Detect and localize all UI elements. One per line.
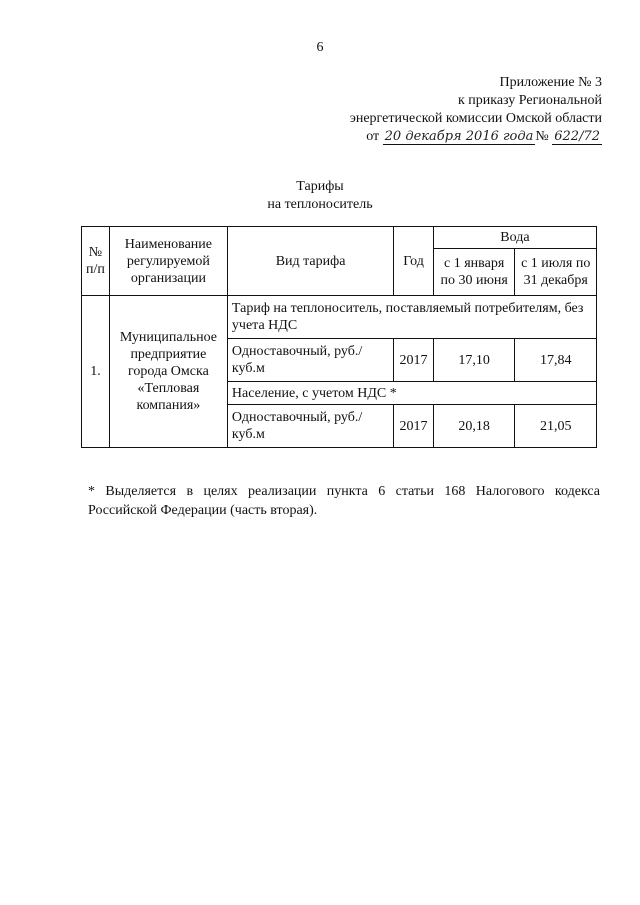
tariff-table: [81, 226, 597, 448]
tariff-second-half: 21,05: [515, 405, 597, 448]
appendix-line-2: к приказу Региональной: [457, 93, 602, 108]
order-number-handwritten: 622/72: [554, 129, 600, 144]
footnote: * Выделяется в целях реализации пункта 6 статьи 168 Налогового кодекса Российской Федерации (часть вторая).: [88, 484, 600, 518]
header-second-half: с 1 июля по 31 декабря: [515, 249, 597, 296]
tariff-type: Одноставочный, руб./куб.м: [227, 339, 393, 382]
tariff-second-half: 17,84: [515, 339, 597, 382]
title-line-1: Тарифы: [296, 179, 344, 194]
tariff-type: Одноставочный, руб./куб.м: [227, 405, 393, 448]
order-line: [350, 128, 602, 146]
tariff-year: 2017: [394, 339, 434, 382]
section-without-vat: Тариф на теплоноситель, поставляемый потребителям, без учета НДС: [227, 296, 596, 339]
tariff-first-half: 20,18: [433, 405, 515, 448]
title-line-2: на теплоноситель: [267, 197, 373, 212]
header-first-half: с 1 января по 30 июня: [433, 249, 515, 296]
table-row: [82, 296, 597, 339]
header-year: Год: [394, 227, 434, 296]
header-tariff-type: Вид тарифа: [227, 227, 393, 296]
document-title: [0, 178, 640, 214]
appendix-line-1: Приложение № 3: [499, 75, 602, 90]
section-population-with-vat: Население, с учетом НДС *: [227, 382, 596, 405]
tariff-year: 2017: [394, 405, 434, 448]
header-organization: Наименование регулируемой организации: [109, 227, 227, 296]
tariff-first-half: 17,10: [433, 339, 515, 382]
header-water: Вода: [433, 227, 596, 249]
appendix-header: [350, 74, 602, 146]
organization-name: Муниципальное предприятие города Омска «Тепловая компания»: [109, 296, 227, 448]
table-header-row: [82, 227, 597, 249]
header-number: № п/п: [82, 227, 110, 296]
row-number: 1.: [82, 296, 110, 448]
page-number: 6: [316, 40, 324, 55]
order-date-handwritten: 20 декабря 2016 года: [384, 129, 534, 144]
appendix-line-3: энергетической комиссии Омской области: [349, 111, 602, 126]
order-number-sign: №: [535, 129, 549, 144]
order-prefix: от: [366, 129, 380, 144]
